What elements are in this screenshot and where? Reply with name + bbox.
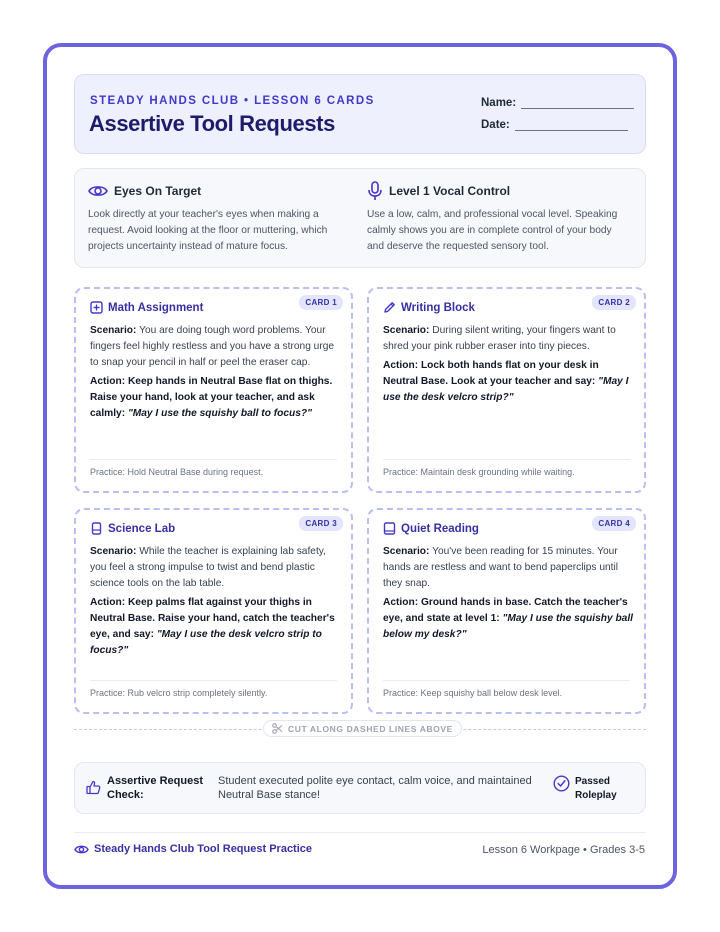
action-text: Keep hands in Neutral Base flat on thighs. Raise your hand, look at your teacher, and ask calmly: [90,376,333,419]
eye-icon [88,184,108,198]
tip-eyes-on-target [88,181,338,255]
card-body [383,544,635,643]
action-quote: "May I use the squishy ball below my desk?" [383,613,634,640]
card-badge: CARD 1 [299,295,343,310]
thumbs-up-icon [86,780,101,795]
action-text: Ground hands in base. Catch the teacher's eye, and state at level 1: [383,597,628,624]
footer-meta: Lesson 6 Workpage • Grades 3-5 [482,844,645,856]
tip-title: Eyes On Target [114,184,202,198]
card-title: Science Lab [108,522,176,535]
card-practice: Practice: Maintain desk grounding while waiting. [383,459,630,477]
card-title: Math Assignment [108,301,204,314]
action-text: Keep palms flat against your thighs in Neutral Base. Raise your hand, catch the teacher's eye, and say: [90,597,335,640]
scissors-icon [272,723,283,734]
check-description: Student executed polite eye contact, calm voice, and maintained Neutral Base stance! [218,775,532,801]
action-label: Action: [383,597,419,608]
card-title: Quiet Reading [401,522,479,535]
scenario-label: Scenario: [383,546,430,557]
name-blank[interactable] [521,97,634,109]
name-field[interactable] [481,97,634,109]
action-quote: "May I use the desk velcro strip to focus?" [90,629,322,656]
page-title: Assertive Tool Requests [89,111,335,136]
worksheet-header [74,74,646,154]
footer-brand-block [74,843,312,855]
flask-icon [90,522,103,535]
action-label: Action: [383,360,419,371]
scenario-text: You are doing tough word problems. Your fingers feel highly restless and you have a strong urge to snap your pencil in half or peel the eraser cap. [90,325,335,368]
assertive-request-check [74,762,646,814]
card-body [90,323,342,422]
plus-square-icon [90,301,103,314]
card-badge: CARD 2 [592,295,636,310]
cut-label [263,720,462,737]
check-badge-icon[interactable] [553,775,570,792]
card-body [90,544,342,659]
eye-icon [74,844,89,855]
tips-panel [74,168,646,268]
date-field[interactable] [481,119,628,131]
card-practice: Practice: Rub velcro strip completely silently. [90,680,337,698]
tip-vocal-control [367,181,629,255]
card-practice: Practice: Keep squishy ball below desk level. [383,680,630,698]
card-science-lab [74,508,353,714]
header-kicker: STEADY HANDS CLUB • LESSON 6 CARDS [90,95,375,107]
scenario-label: Scenario: [90,546,137,557]
tip-text: Look directly at your teacher's eyes when making a request. Avoid looking at the floor or muttering, which projects uncertainty instead of mature focus. [88,209,328,252]
card-writing-block [367,287,646,493]
action-text: Lock both hands flat on your desk in Neutral Base. Look at your teacher and say: [383,360,599,387]
card-math-assignment [74,287,353,493]
scenario-text: During silent writing, your fingers want to shred your pink rubber eraser into tiny pieces. [383,325,616,352]
action-label: Action: [90,376,126,387]
check-label: Assertive Request Check: [107,775,203,801]
card-badge: CARD 3 [299,516,343,531]
scenario-label: Scenario: [90,325,137,336]
microphone-icon [367,181,383,201]
action-quote: "May I use the squishy ball to focus?" [127,408,312,419]
name-label: Name: [481,97,517,109]
scenario-text: You've been reading for 15 minutes. Your hands are restless and want to bend paperclips until they snap. [383,546,619,589]
tip-text: Use a low, calm, and professional vocal level. Speaking calmly shows you are in complete control of your body and deserve the requested sensory tool. [367,209,618,252]
scenario-label: Scenario: [383,325,430,336]
pencil-icon [383,301,396,314]
card-body [383,323,635,406]
card-practice: Practice: Hold Neutral Base during request. [90,459,337,477]
date-blank[interactable] [515,119,628,131]
action-label: Action: [90,597,126,608]
date-label: Date: [481,119,510,131]
footer-brand: Steady Hands Club Tool Request Practice [94,843,313,855]
book-icon [383,522,396,535]
tip-title: Level 1 Vocal Control [389,184,511,198]
card-badge: CARD 4 [592,516,636,531]
scenario-text: While the teacher is explaining lab safety, you feel a strong impulse to twist and bend plastic science tools on the lab table. [90,546,326,589]
card-title: Writing Block [401,301,475,314]
footer-divider [74,832,646,833]
card-quiet-reading [367,508,646,714]
cut-label-text: CUT ALONG DASHED LINES ABOVE [288,723,453,734]
action-quote: "May I use the desk velcro strip?" [383,376,629,403]
passed-status: Passed Roleplay [575,776,617,801]
